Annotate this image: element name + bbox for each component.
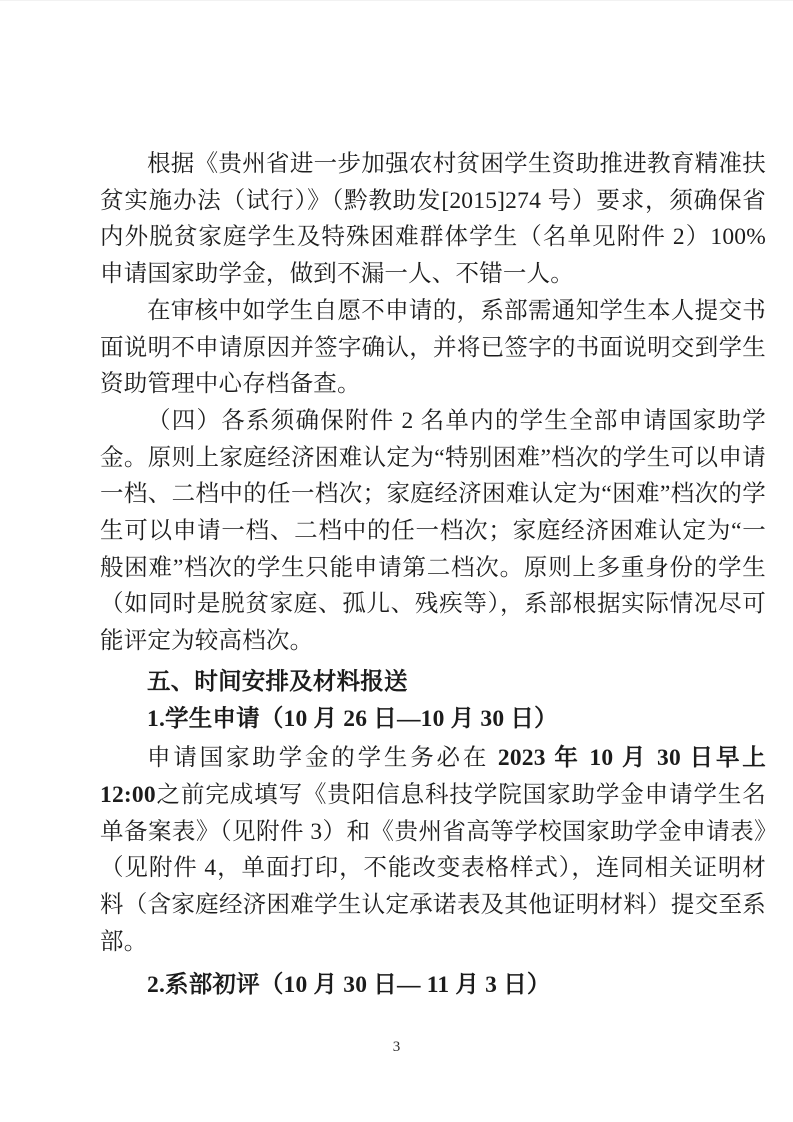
- document-body: [100, 146, 766, 1004]
- application-deadline-datetime: 2023 年 10 月 30 日早上 12:00: [100, 745, 766, 808]
- deadline-prefix-text: 申请国家助学金的学生务必在: [147, 745, 498, 772]
- deadline-suffix-text: 之前完成填写《贵阳信息科技学院国家助学金申请学生名单备案表》（见附件 3）和《贵州省高等学校国家助学金申请表》（见附件 4，单面打印，不能改变表格样式），连同相关证明材料（含家庭经济困难学生认定承诺表及其他证明材料）提交至系部。: [100, 781, 766, 955]
- paragraph-application-deadline: [100, 740, 766, 960]
- heading-step-2-department-initial-review: 2.系部初评（10 月 30 日— 11 月 3 日）: [147, 972, 551, 999]
- page-number: 3: [392, 1039, 401, 1055]
- paragraph-policy-basis: 根据《贵州省进一步加强农村贫困学生资助推进教育精准扶贫实施办法（试行）》（黔教助发[2015]274 号）要求，须确保省内外脱贫家庭学生及特殊困难群体学生（名单见附件 2）100%申请国家助学金，做到不漏一人、不错一人。: [100, 151, 766, 288]
- heading-section-5-schedule-and-materials: 五、时间安排及材料报送: [147, 668, 408, 695]
- paragraph-non-application-procedure: 在审核中如学生自愿不申请的，系部需通知学生本人提交书面说明不申请原因并签字确认，并将已签字的书面说明交到学生资助管理中心存档备查。: [100, 297, 766, 398]
- paragraph-item-four-application-tiers: （四）各系须确保附件 2 名单内的学生全部申请国家助学金。原则上家庭经济困难认定为“特别困难”档次的学生可以申请一档、二档中的任一档次；家庭经济困难认定为“困难”档次的学生可以申请一档、二档中的任一档次；家庭经济困难认定为“一般困难”档次的学生只能申请第二档次。原则上多重身份的学生（如同时是脱贫家庭、孤儿、残疾等），系部根据实际情况尽可能评定为较高档次。: [100, 407, 766, 655]
- heading-step-1-student-application: 1.学生申请（10 月 26 日—10 月 30 日）: [147, 705, 558, 732]
